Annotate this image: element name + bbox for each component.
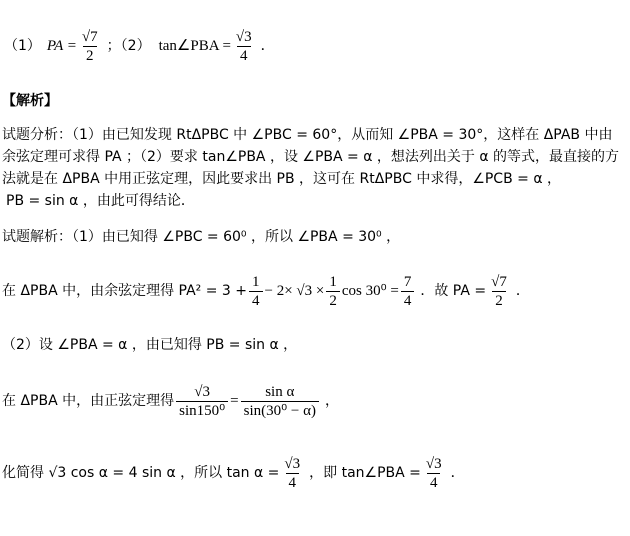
solution-line-4	[2, 376, 630, 426]
analysis-line-3: 法就是在 ΔPBA 中用正弦定理，因此要求出 PB ，这可在 RtΔPBC 中求得，∠PCB = α ，	[2, 171, 562, 187]
analysis-line-4: PB = sin α ，由此可得结论．	[6, 193, 195, 209]
solution-line-2	[2, 266, 630, 316]
solution-s2-f3-num: 7	[403, 273, 412, 290]
solution-s2-d: ．故 PA =	[420, 283, 487, 299]
solution-s5-fraction-2	[423, 455, 445, 492]
solution-s2-b: − 2× √3 ×	[264, 283, 325, 299]
solution-s5-a: 化简得 √3 cos α = 4 sin α ，所以 tan α =	[2, 465, 280, 481]
solution-s4-fraction-1	[176, 383, 228, 420]
solution-s2-fraction-4	[488, 273, 510, 310]
solution-s5-fraction-1	[281, 455, 303, 492]
solution-s2-f4-den: 2	[492, 291, 506, 310]
solution-s5-f1-num: √3	[284, 455, 301, 472]
answer-pa-denominator: 2	[83, 46, 97, 65]
solution-s4-f1-num: √3	[194, 383, 210, 400]
analysis-heading	[2, 90, 630, 112]
answer-end: ．	[260, 38, 275, 54]
answer-pa-fraction	[79, 28, 101, 65]
solution-s5-c: ．	[450, 465, 465, 481]
answer-line	[4, 24, 630, 68]
solution-s2-fraction-1	[249, 273, 263, 310]
answer-pa-lhs: PA =	[46, 38, 77, 54]
solution-s5-b: ，即 tan∠PBA =	[309, 465, 421, 481]
solution-s4-fraction-2	[241, 383, 319, 420]
answer-separator: ；（2）	[106, 38, 151, 54]
analysis-heading-text: 【解析】	[2, 93, 58, 109]
solution-s4-b: ，	[324, 393, 339, 409]
answer-part1-label: （1）	[4, 38, 41, 54]
solution-s4-f1-den: sin150⁰	[176, 401, 228, 420]
solution-s5-f2-den: 4	[427, 473, 441, 492]
analysis-line-2: 余弦定理可求得 PA ；（2）要求 tan∠PBA ，设 ∠PBA = α ，想法列出关于 α 的等式，最直接的方	[2, 149, 620, 165]
solution-s5-f1-den: 4	[286, 473, 300, 492]
analysis-line-1: 试题分析：（1）由已知发现 RtΔPBC 中 ∠PBC = 60°，从而知 ∠PBA = 30°，这样在 ΔPAB 中由	[2, 127, 613, 143]
solution-s2-f3-den: 4	[401, 291, 415, 310]
solution-s2-f2-num: 1	[329, 273, 337, 290]
answer-tan-lhs: tan∠PBA =	[158, 38, 231, 54]
solution-s2-c: cos 30⁰ =	[341, 283, 399, 299]
answer-tan-denominator: 4	[237, 46, 251, 65]
solution-s4-f2-den: sin(30⁰ − α)	[241, 401, 319, 420]
solution-s2-f4-num: √7	[491, 273, 507, 290]
answer-pa-numerator: √7	[81, 28, 98, 45]
solution-s4-f2-num: sin α	[265, 383, 295, 400]
answer-tan-numerator: √3	[235, 28, 252, 45]
solution-s2-a: 在 ΔPBA 中，由余弦定理得 PA² = 3 +	[2, 283, 248, 299]
solution-s2-e: ．	[515, 283, 530, 299]
solution-s4-eq: =	[230, 393, 239, 409]
solution-line-5	[2, 448, 630, 498]
answer-tan-fraction	[233, 28, 255, 65]
solution-s4-a: 在 ΔPBA 中，由正弦定理得	[2, 393, 175, 409]
solution-s2-fraction-3	[401, 273, 415, 310]
solution-line-3: （2）设 ∠PBA = α ，由已知得 PB = sin α ，	[2, 337, 298, 353]
solution-s2-f1-num: 1	[252, 273, 260, 290]
solution-s2-f2-den: 2	[326, 291, 340, 310]
solution-s2-fraction-2	[326, 273, 340, 310]
solution-s5-f2-num: √3	[425, 455, 442, 472]
solution-s2-f1-den: 4	[249, 291, 263, 310]
solution-line-1: 试题解析：（1）由已知得 ∠PBC = 60⁰ ，所以 ∠PBA = 30⁰ ，	[2, 229, 401, 245]
